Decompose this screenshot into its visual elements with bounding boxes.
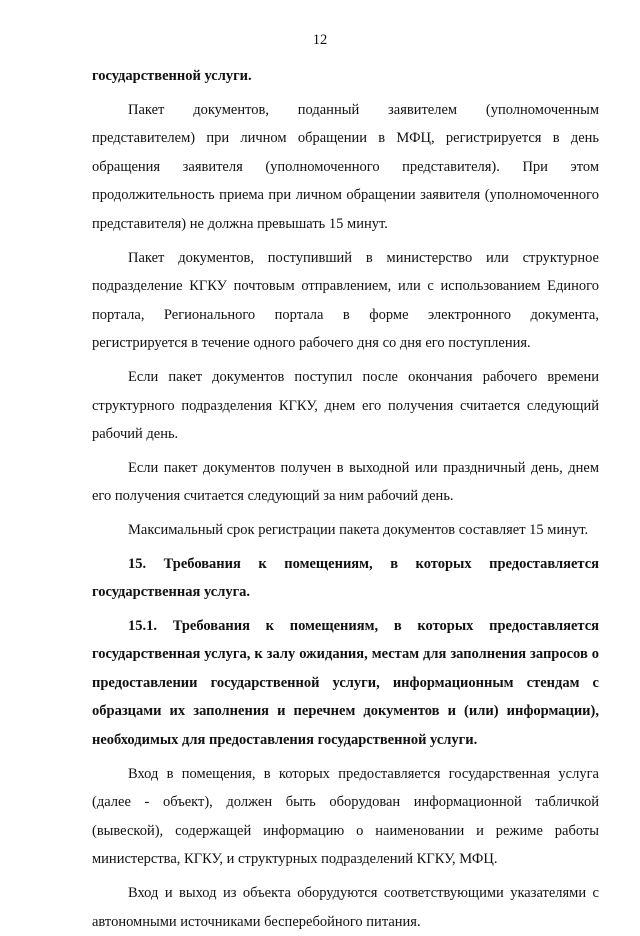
- paragraph-entrance-sign: Вход в помещения, в которых предоставляется государственная услуга (далее - объект), должен быть оборудован информационной табличкой (вывеской), содержащей информацию о наименовании и режиме работы министерства, КГКУ, и структурных подразделений КГКУ, МФЦ.: [92, 765, 599, 868]
- paragraph-continuation-heading: государственной услуги.: [92, 68, 252, 84]
- section-heading-15-1: 15.1. Требования к помещениям, в которых предоставляется государственная услуга, к залу ожидания, местам для заполнения запросов о предоставлении государственной услуги, информационным стендам с образцами их заполнения и перечнем документов и (или) информации), необходимых для предоставления государственной услуги.: [92, 617, 599, 749]
- paragraph-registration-mfc: Пакет документов, поданный заявителем (уполномоченным представителем) при личном обращении в МФЦ, регистрируется в день обращения заявителя (уполномоченного представителя). При этом продолжительность приема при личном обращении заявителя (уполномоченного представителя) не должна превышать 15 минут.: [92, 101, 599, 232]
- paragraph-holiday: Если пакет документов получен в выходной или праздничный день, днем его получения считается следующий за ним рабочий день.: [92, 459, 599, 505]
- paragraph-entrance-exit: Вход и выход из объекта оборудуются соответствующими указателями с автономными источниками бесперебойного питания.: [92, 885, 599, 930]
- document-body: [92, 62, 599, 936]
- section-heading-15: 15. Требования к помещениям, в которых предоставляется государственная услуга.: [92, 555, 599, 601]
- page-number: 12: [312, 32, 328, 48]
- paragraph-registration-mail: Пакет документов, поступивший в министерство или структурное подразделение КГКУ почтовым отправлением, или с использованием Единого портала, Регионального портала в форме электронного документа, регистрируется в течение одного рабочего дня со дня его поступления.: [92, 249, 599, 352]
- paragraph-max-time: Максимальный срок регистрации пакета документов составляет 15 минут.: [128, 521, 589, 538]
- paragraph-after-hours: Если пакет документов поступил после окончания рабочего времени структурного подразделения КГКУ, днем его получения считается следующий рабочий день.: [92, 368, 599, 443]
